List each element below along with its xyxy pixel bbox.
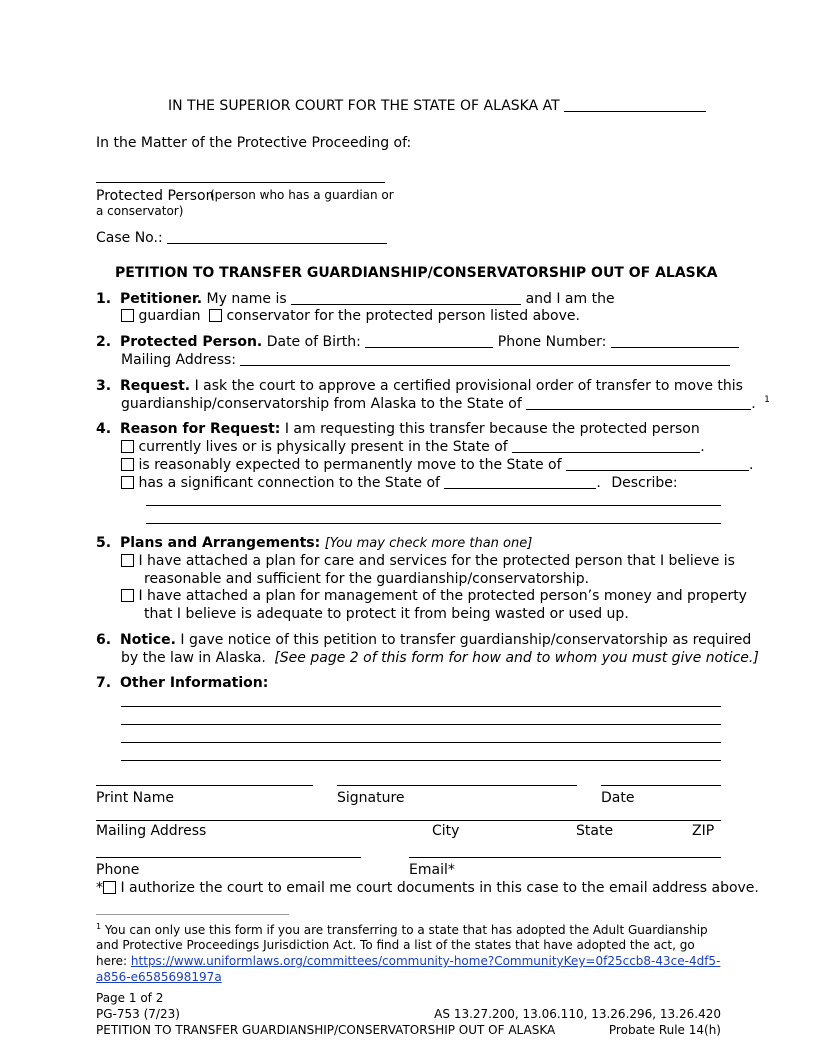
date-field[interactable] [601,785,721,786]
statutes: AS 13.27.200, 13.06.110, 13.26.296, 13.26.420 [434,1007,721,1021]
mailing-address-row: Mailing Address: [121,351,730,369]
court-heading [168,97,706,115]
money-plan-checkbox[interactable] [121,589,134,602]
section-notice: 6. Notice. I gave notice of this petition to transfer guardianship/conservatorship as required [96,632,752,648]
reason-3-checkbox[interactable] [121,476,134,489]
reason-3-state-field[interactable] [444,474,596,489]
signer-phone-field[interactable] [96,857,361,858]
case-number-field[interactable] [167,229,387,244]
describe-line-1[interactable] [146,505,721,506]
email-label: Email* [409,862,455,878]
probate-rule: Probate Rule 14(h) [608,1023,721,1037]
protected-person-name-field[interactable] [96,182,385,183]
reason-option-3: has a significant connection to the State of . Describe: [121,474,678,492]
conservator-checkbox[interactable] [209,309,222,322]
notice-cont: by the law in Alaska. [See page 2 of this form for how and to whom you must give notice.] [121,650,759,666]
phone-label: Phone [96,862,140,878]
footnote-ref: 1 [764,395,770,406]
plan-option-2: I have attached a plan for management of the protected person’s money and property [121,587,747,605]
matter-label: In the Matter of the Protective Proceeding of: [96,135,412,151]
section-reason: 4. Reason for Request: I am requesting this transfer because the protected person [96,421,700,437]
mailing-address-label: Mailing Address [96,823,207,839]
footnote-divider [96,914,289,915]
other-info-line-2[interactable] [121,724,721,725]
transfer-state-field[interactable] [526,395,751,410]
email-authorization-row: * I authorize the court to email me court documents in this case to the email address above. [96,880,759,896]
court-location-field[interactable] [564,97,706,112]
signature-label: Signature [337,790,405,806]
conservator-label: conservator for the protected person listed above. [226,308,580,324]
mailing-address-field[interactable] [240,351,730,366]
reason-option-1: currently lives or is physically present in the State of . [121,438,705,456]
city-label: City [432,823,460,839]
protected-person-note: (person who has a guardian or a conservator) [96,188,394,218]
form-title: PETITION TO TRANSFER GUARDIANSHIP/CONSERVATORSHIP OUT OF ALASKA [115,265,718,281]
signer-address-field[interactable] [96,820,721,821]
date-label: Date [601,790,635,806]
other-info-line-1[interactable] [121,706,721,707]
petitioner-role-row [121,307,580,325]
print-name-field[interactable] [96,785,313,786]
footer-title: PETITION TO TRANSFER GUARDIANSHIP/CONSERVATORSHIP OUT OF ALASKA [96,1023,556,1037]
protected-person-label: Protected Person [96,188,215,204]
state-label: State [576,823,614,839]
footnote-line-1: $^1$ You can only use this form if you are transferring to a state that has adopted the Adult Guardianship [96,922,708,937]
date-of-birth-field[interactable] [365,333,493,348]
case-number-row [96,229,387,247]
guardian-checkbox[interactable] [121,309,134,322]
request-state-row: guardianship/conservatorship from Alaska to the State of . $^1$ [121,395,770,412]
section-petitioner: 1. Petitioner. My name is and I am the [96,291,615,307]
court-heading-text: IN THE SUPERIOR COURT FOR THE STATE OF ALASKA AT [168,98,560,114]
page-number: Page 1 of 2 [96,991,164,1005]
reason-1-checkbox[interactable] [121,440,134,453]
plan-option-2-cont: that I believe is adequate to protect it from being wasted or used up. [144,606,629,622]
email-authorization-checkbox[interactable] [103,881,116,894]
section-protected-person: 2. Protected Person. Date of Birth: Phone Number: [96,333,739,351]
form-number: PG-753 (7/23) [96,1007,180,1021]
case-number-label: Case No.: [96,230,163,246]
reason-option-2: is reasonably expected to permanently move to the State of . [121,456,753,474]
signer-email-field[interactable] [409,857,721,858]
other-info-line-4[interactable] [121,760,721,761]
section-other-info: 7. Other Information: [96,675,269,691]
care-plan-checkbox[interactable] [121,554,134,567]
reason-2-state-field[interactable] [566,456,749,471]
footnote-line-2: and Protective Proceedings Jurisdiction Act. To find a list of the states that have adopted the act, go [96,938,695,952]
guardian-label: guardian [138,308,201,324]
section-request: 3. Request. I ask the court to approve a certified provisional order of transfer to move this [96,378,743,394]
plan-option-1: I have attached a plan for care and services for the protected person that I believe is [121,552,735,570]
zip-label: ZIP [692,823,715,839]
print-name-label: Print Name [96,790,174,806]
uniform-laws-link[interactable]: https://www.uniformlaws.org/committees/community-home?CommunityKey=0f25ccb8-43ce-4df5- [130,954,721,968]
footnote-line-4 [96,970,222,986]
phone-number-field[interactable] [611,333,739,348]
other-info-line-3[interactable] [121,742,721,743]
uniform-laws-link-cont[interactable]: a856-e6585698197a [96,970,222,984]
section-plans: 5. Plans and Arrangements: [You may check more than one] [96,535,533,551]
plan-option-1-cont: reasonable and sufficient for the guardianship/conservatorship. [144,571,590,587]
signature-field[interactable] [337,785,577,786]
petitioner-name-field[interactable] [291,290,521,305]
footnote-line-3: here: https://www.uniformlaws.org/committees/community-home?CommunityKey=0f25ccb8-43ce-4df5- [96,954,721,968]
describe-line-2[interactable] [146,523,721,524]
reason-2-checkbox[interactable] [121,458,134,471]
reason-1-state-field[interactable] [512,438,700,453]
